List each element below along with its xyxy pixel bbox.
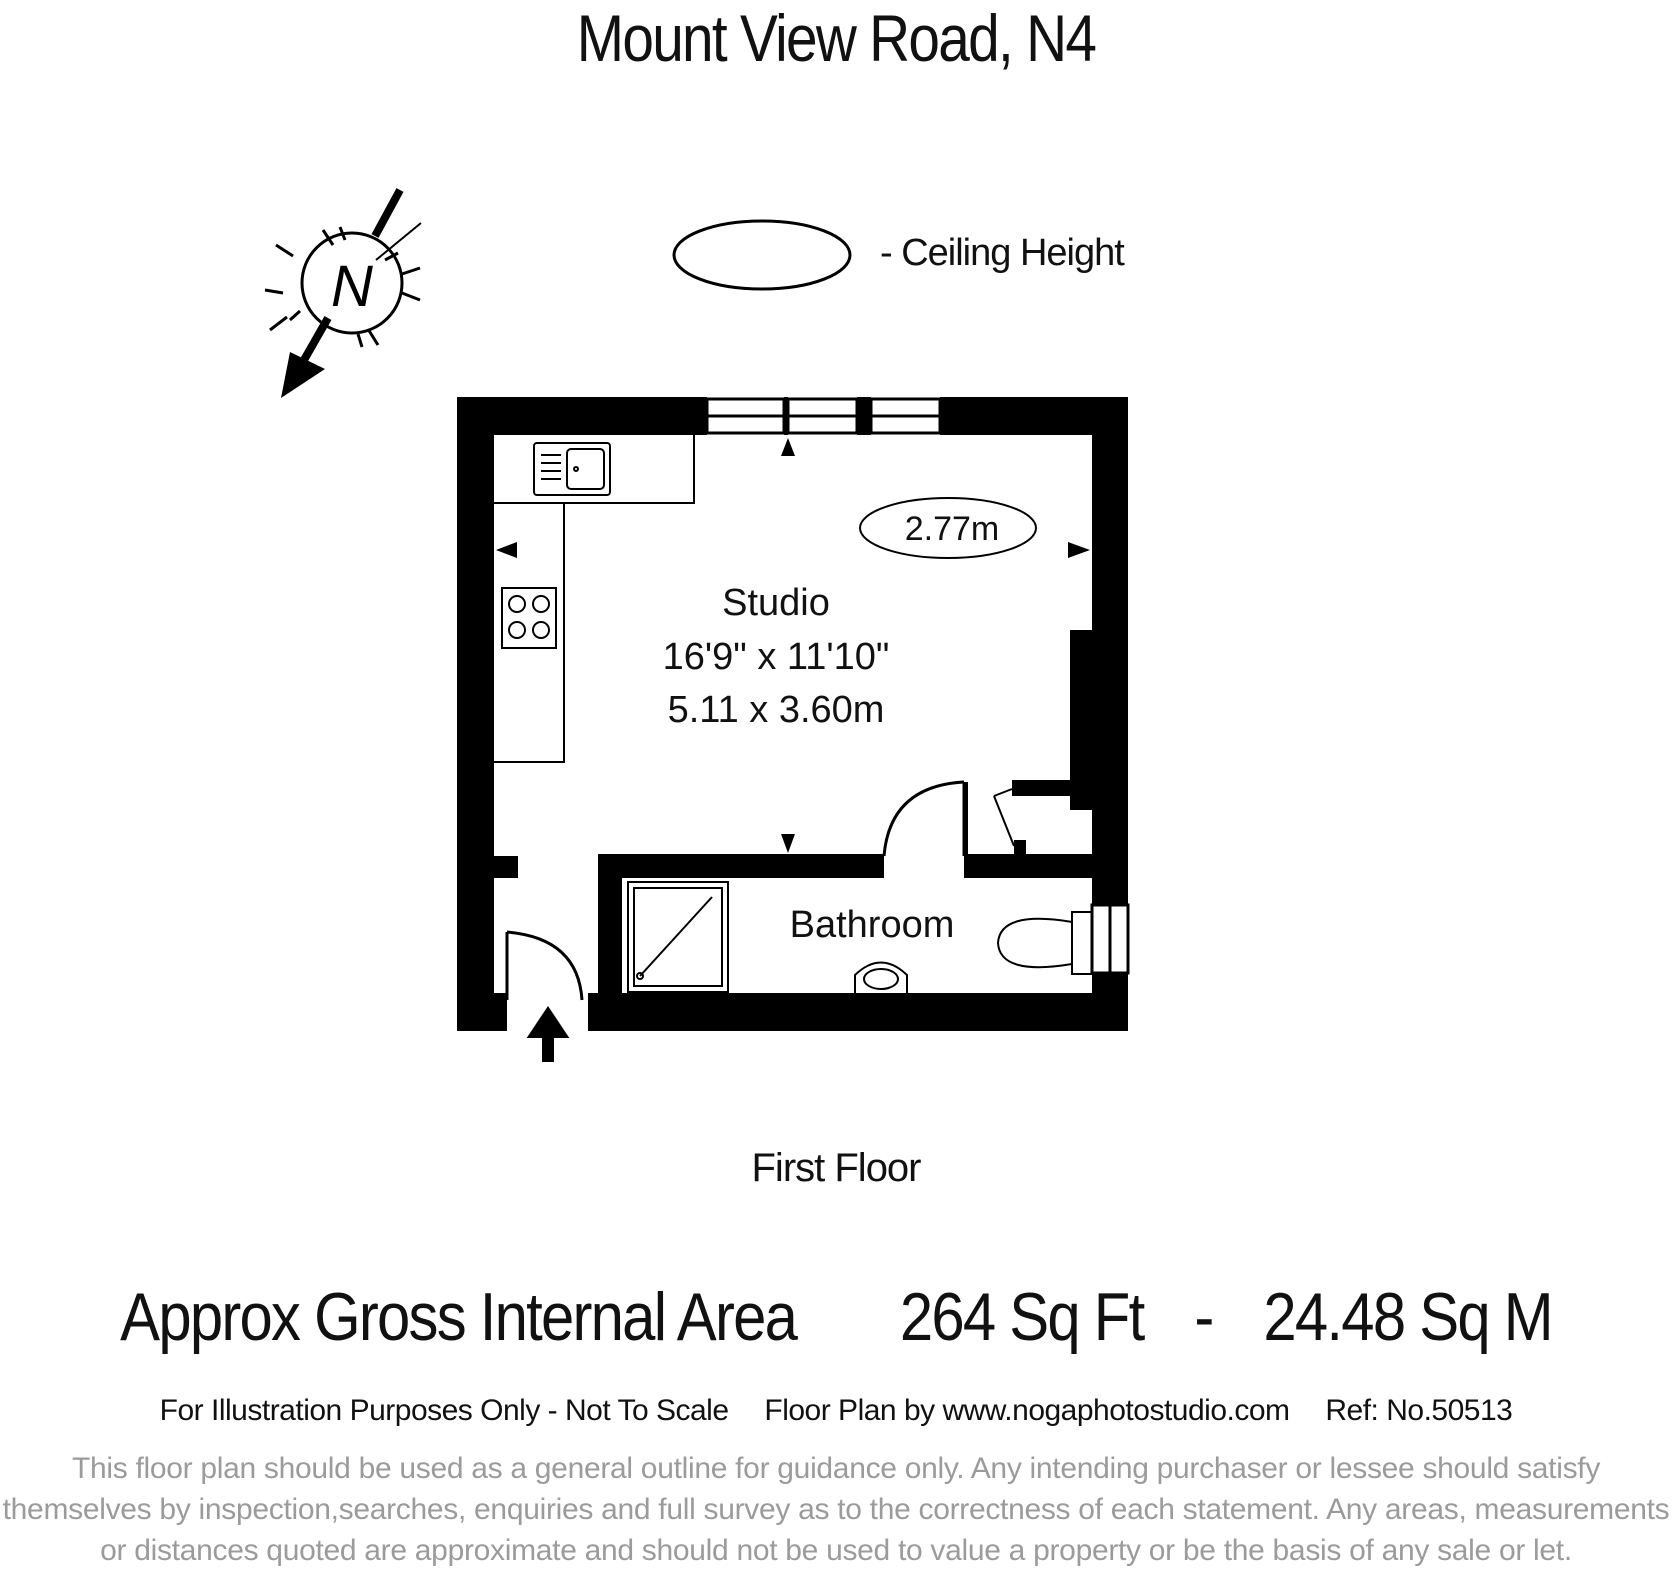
- toilet-icon: [998, 912, 1092, 974]
- legend-ceiling-height: - Ceiling Height: [880, 232, 1124, 274]
- area-label: Approx Gross Internal Area: [120, 1279, 797, 1355]
- area-separator: -: [1194, 1279, 1213, 1355]
- disclaimer-line: This floor plan should be used as a general outline for guidance only. Any intending purchaser or lessee should satisfy: [71, 1452, 1601, 1485]
- sink-icon: [534, 443, 610, 495]
- entrance-door: [507, 932, 582, 1000]
- kitchen-worktop: [494, 435, 694, 503]
- cupboard-post-2: [1014, 840, 1026, 858]
- hob-icon: [502, 588, 556, 648]
- wall-left-stub: [494, 856, 518, 878]
- wall-left-upper: [457, 397, 494, 1002]
- credits-by: Floor Plan by www.nogaphotostudio.com: [764, 1394, 1290, 1427]
- disclaimer-line: or distances quoted are approximate and should not be used to value a property or be the basis of any sale or let.: [100, 1534, 1572, 1567]
- studio-dims-imperial: 16'9" x 11'10": [662, 636, 890, 678]
- ceiling-height-value: 2.77m: [904, 510, 1000, 548]
- wall-left-lower: [457, 993, 507, 1031]
- bath-wall-top-left: [598, 854, 884, 878]
- disclaimer: [0, 1448, 1672, 1571]
- credits-ref: Ref: No.50513: [1325, 1394, 1513, 1427]
- area-summary: [100, 1278, 1571, 1356]
- bathroom-name: Bathroom: [789, 904, 955, 946]
- floor-plan: [440, 390, 1140, 1070]
- shower-icon: [628, 882, 728, 992]
- cupboard-wall-stub: [1012, 780, 1028, 794]
- plan-title: Mount View Road, N4: [576, 1, 1096, 75]
- disclaimer-line: themselves by inspection,searches, enquiries and full survey as to the correctness of each statement. Any areas, measurements: [2, 1493, 1670, 1526]
- wall-right-thick: [1070, 630, 1128, 810]
- compass-icon: [250, 180, 430, 410]
- wall-bottom: [588, 993, 1128, 1031]
- bathroom-door: [884, 782, 964, 856]
- credits-note: For Illustration Purposes Only - Not To Scale: [159, 1394, 729, 1427]
- wall-top-left: [457, 397, 707, 435]
- studio-dims-metric: 5.11 x 3.60m: [667, 689, 885, 731]
- compass-letter: N: [331, 254, 373, 319]
- floor-label: First Floor: [751, 1146, 921, 1190]
- bath-wall-top-right: [964, 854, 1092, 878]
- cupboard-door: [994, 789, 1014, 846]
- studio-name: Studio: [722, 582, 830, 624]
- basin-icon: [855, 963, 907, 994]
- bath-wall-left: [598, 854, 622, 1004]
- ellipse-icon: [668, 218, 858, 294]
- credits-line: [0, 1394, 1672, 1428]
- area-sq-ft: 264 Sq Ft: [899, 1279, 1144, 1355]
- entry-arrow-icon: [536, 1015, 560, 1057]
- area-sq-m: 24.48 Sq M: [1263, 1279, 1552, 1355]
